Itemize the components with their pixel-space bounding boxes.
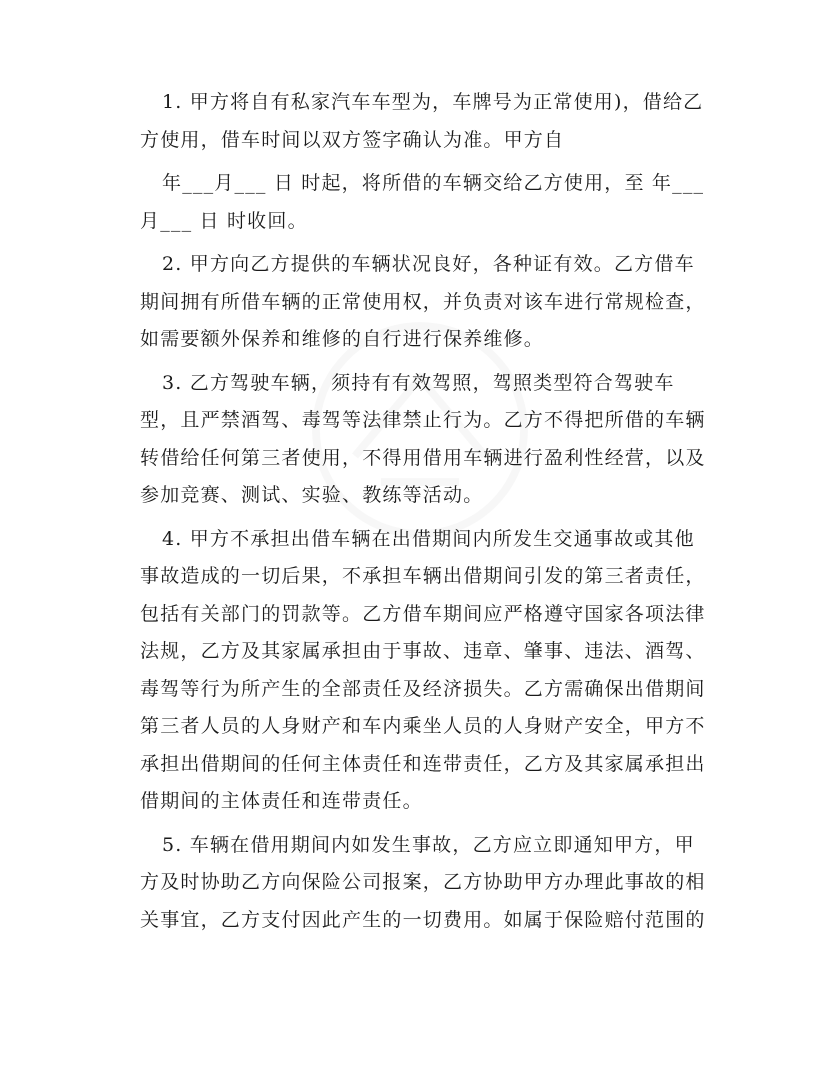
text-line: 1. 甲方将自有私家汽车车型为，车牌号为正常使用)，借给乙 [162,91,704,113]
paragraph-5 [140,827,706,940]
text-line: 如需要额外保养和维修的自行进行保养维修。 [140,328,545,350]
text-line: 参加竞赛、测试、实验、教练等活动。 [140,484,484,506]
text-line: 期间拥有所借车辆的正常使用权，并负责对该车进行常规检查， [140,290,706,313]
paragraph-2 [140,246,706,359]
text-line: 3. 乙方驾驶车辆，须持有有效驾照，驾照类型符合驾驶车 [162,371,675,394]
paragraph-3 [140,365,706,515]
paragraph-1-dates [140,165,705,240]
text-line: 包括有关部门的罚款等。乙方借车期间应严格遵守国家各项法律 [140,602,706,625]
text-line: 关事宜，乙方支付因此产生的一切费用。如属于保险赔付范围的 [140,908,706,931]
text-line: 法规，乙方及其家属承担由于事故、违章、肇事、违法、酒驾、 [140,640,706,662]
text-line: 2. 甲方向乙方提供的车辆状况良好，各种证有效。乙方借车 [162,253,695,275]
text-line: 5. 车辆在借用期间内如发生事故，乙方应立即通知甲方，甲 [162,833,695,856]
text-line: 毒驾等行为所产生的全部责任及经济损失。乙方需确保出借期间 [140,677,706,700]
text-line: 借期间的主体责任和连带责任。 [140,790,423,812]
text-line: 方使用，借车时间以双方签字确认为准。甲方自 [140,128,565,151]
paragraph-4 [140,521,706,821]
text-line: 年___月___ 日 时起，将所借的车辆交给乙方使用，至 年___ [162,172,705,194]
text-line: 第三者人员的人身财产和车内乘坐人员的人身财产安全，甲方不 [140,715,706,737]
text-line: 转借给任何第三者使用，不得用借用车辆进行盈利性经营，以及 [140,446,706,469]
text-line: 型，且严禁酒驾、毒驾等法律禁止行为。乙方不得把所借的车辆 [140,409,706,431]
text-line: 月___ 日 时收回。 [140,209,308,232]
text-line: 承担出借期间的任何主体责任和连带责任，乙方及其家属承担出 [140,752,706,775]
text-line: 事故造成的一切后果，不承担车辆出借期间引发的第三者责任， [140,565,706,587]
text-line: 4. 甲方不承担出借车辆在出借期间内所发生交通事故或其他 [162,527,695,550]
document-body [140,84,706,939]
text-line: 方及时协助乙方向保险公司报案，乙方协助甲方办理此事故的相 [140,871,706,893]
paragraph-1 [140,84,704,159]
